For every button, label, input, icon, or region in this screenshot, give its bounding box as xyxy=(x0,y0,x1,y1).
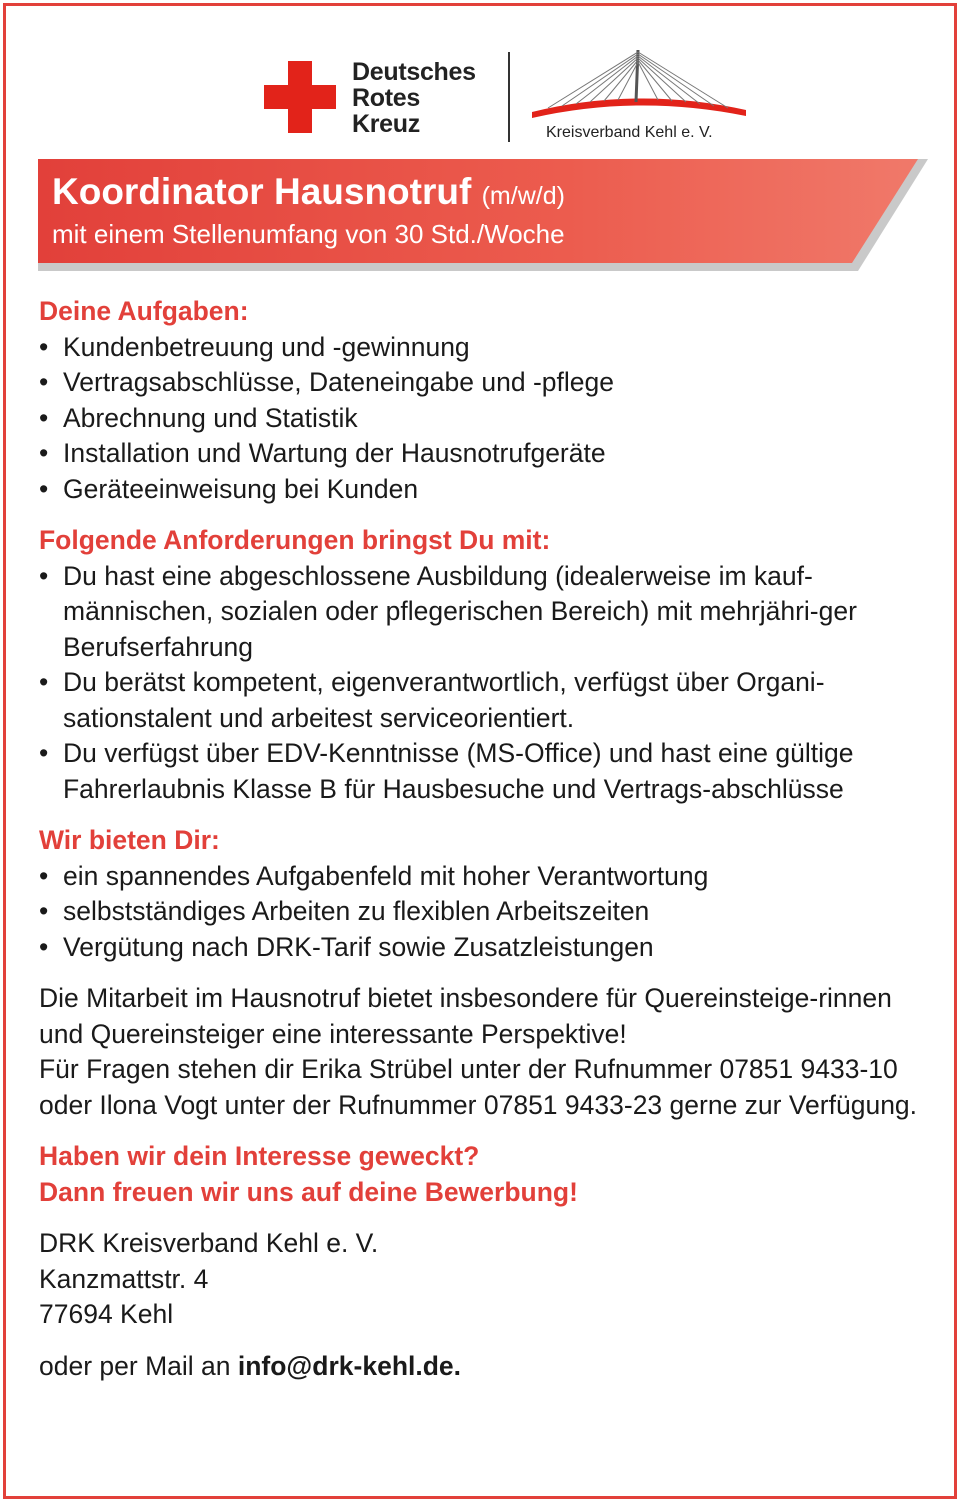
cta-line-2: Dann freuen wir uns auf deine Bewerbung! xyxy=(39,1176,578,1207)
mail-prefix: oder per Mail an xyxy=(39,1350,231,1381)
list-item: • Du hast eine abgeschlossene Ausbildung (idealerweise im kauf-männischen, sozialen oder pflegerischen Bereich) mit mehrjähri-ger Berufserfahrung xyxy=(39,559,924,666)
logo-divider xyxy=(508,52,510,142)
job-title-text: Koordinator Hausnotruf xyxy=(52,171,472,212)
drk-logo xyxy=(264,58,504,141)
list-item: • Vergütung nach DRK-Tarif sowie Zusatzleistungen xyxy=(39,930,924,966)
red-cross-icon xyxy=(264,61,336,133)
offers-list xyxy=(39,859,924,966)
job-title xyxy=(52,171,565,213)
list-item: • selbstständiges Arbeiten zu flexiblen Arbeitszeiten xyxy=(39,894,924,930)
bridge-icon xyxy=(528,46,753,126)
address-org: DRK Kreisverband Kehl e. V. xyxy=(39,1228,379,1258)
offers-heading: Wir bieten Dir: xyxy=(39,825,220,855)
title-banner xyxy=(38,159,928,271)
ad-content xyxy=(39,294,924,1384)
list-item: • ein spannendes Aufgabenfeld mit hoher Verantwortung xyxy=(39,859,924,895)
job-subtitle: mit einem Stellenumfang von 30 Std./Woche xyxy=(52,219,565,249)
tasks-heading: Deine Aufgaben: xyxy=(39,296,249,326)
job-ad xyxy=(3,3,957,1499)
drk-line-2: Rotes xyxy=(352,84,420,112)
info-paragraph-2: Für Fragen stehen dir Erika Strübel unter der Rufnummer 07851 9433-10 oder Ilona Vogt unter der Rufnummer 07851 9433-23 gerne zur Verfügung. xyxy=(39,1054,918,1120)
list-item: • Vertragsabschlüsse, Dateneingabe und -pflege xyxy=(39,365,924,401)
kreisverband-logo xyxy=(528,46,753,146)
list-item: • Kundenbetreuung und -gewinnung xyxy=(39,330,924,366)
list-item: • Installation und Wartung der Hausnotrufgeräte xyxy=(39,436,924,472)
info-paragraph-1: Die Mitarbeit im Hausnotruf bietet insbesondere für Quereinsteige-rinnen und Quereinsteiger eine interessante Perspektive! xyxy=(39,983,892,1049)
drk-wordmark xyxy=(352,59,476,137)
list-item: • Du berätst kompetent, eigenverantwortlich, verfügst über Organi-sationstalent und arbeitest serviceorientiert. xyxy=(39,665,924,736)
mail-address-link[interactable]: info@drk-kehl.de. xyxy=(237,1350,462,1381)
mail-line xyxy=(39,1349,924,1385)
address-street: Kanzmattstr. 4 xyxy=(39,1263,209,1294)
job-title-suffix: (m/w/d) xyxy=(481,182,565,210)
kreisverband-name: Kreisverband Kehl e. V. xyxy=(546,124,713,141)
requirements-heading: Folgende Anforderungen bringst Du mit: xyxy=(39,525,551,555)
drk-line-3: Kreuz xyxy=(352,110,420,138)
list-item: • Abrechnung und Statistik xyxy=(39,401,924,437)
tasks-list xyxy=(39,330,924,508)
list-item: • Du verfügst über EDV-Kenntnisse (MS-Office) und hast eine gültige Fahrerlaubnis Klasse B für Hausbesuche und Vertrags-abschlüsse xyxy=(39,736,924,807)
list-item: • Geräteeinweisung bei Kunden xyxy=(39,472,924,508)
cta-line-1: Haben wir dein Interesse geweckt? xyxy=(39,1141,480,1171)
requirements-list xyxy=(39,559,924,808)
address-city: 77694 Kehl xyxy=(39,1299,174,1329)
drk-line-1: Deutsches xyxy=(352,58,476,86)
